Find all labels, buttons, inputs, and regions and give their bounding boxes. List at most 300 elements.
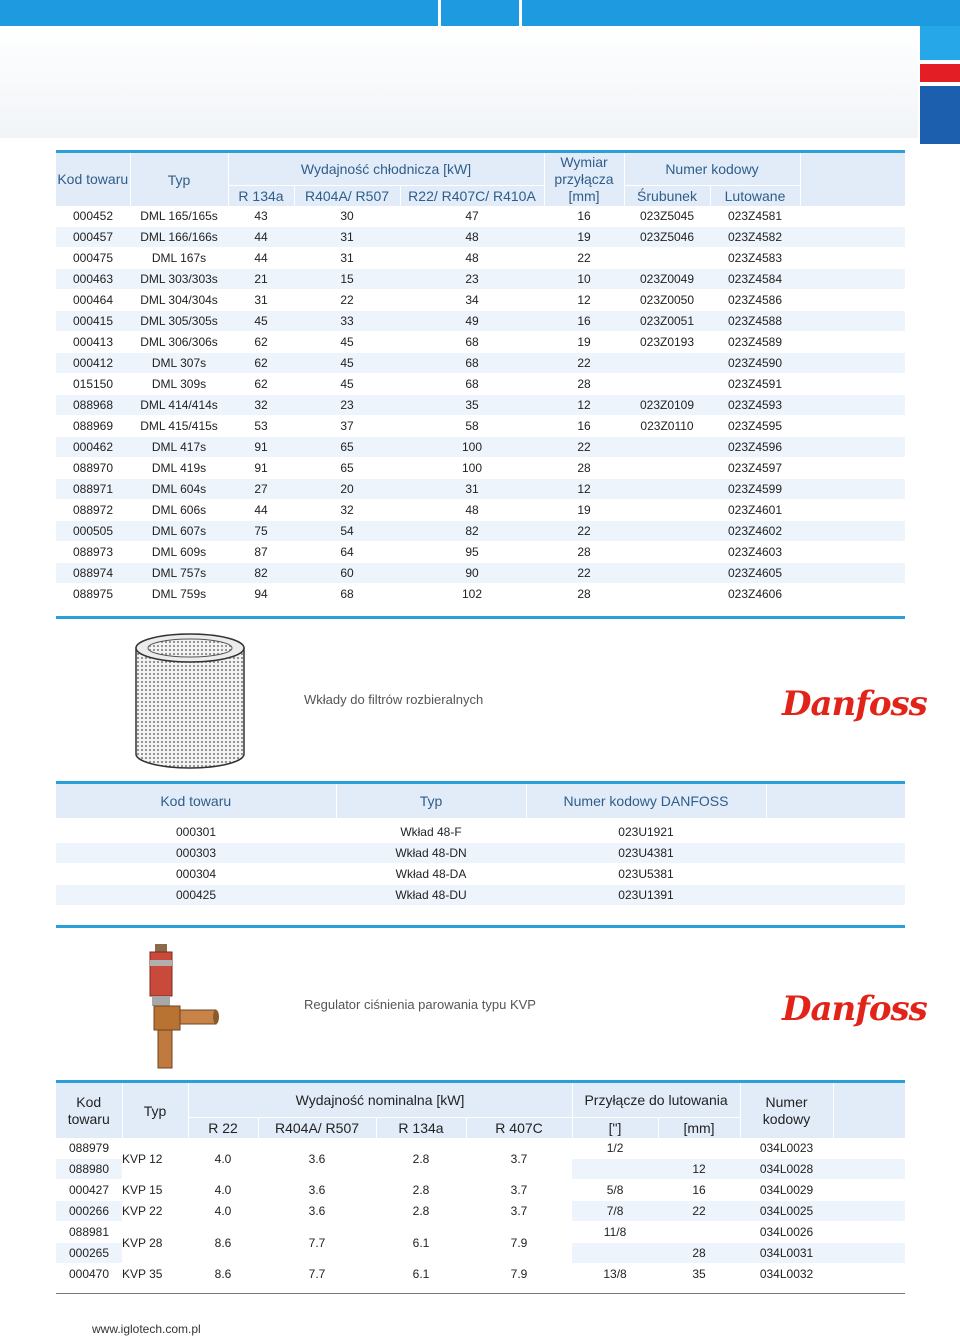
cell-r404a: 22 — [294, 290, 400, 311]
cell-wymiar: 28 — [544, 458, 624, 479]
t2-header-numer: Numer kodowy DANFOSS — [526, 784, 766, 818]
cell-wymiar: 10 — [544, 269, 624, 290]
cell-typ: DML 759s — [130, 584, 228, 605]
section3-top-rule — [56, 925, 905, 928]
cell-srubunek: 023Z5046 — [624, 227, 710, 248]
cell-srubunek — [624, 248, 710, 269]
cell-kod: 000464 — [56, 290, 130, 311]
cell-kod: 088972 — [56, 500, 130, 521]
t3-cell-r134a: 6.1 — [376, 1264, 466, 1285]
t2-cell-kod: 000303 — [56, 843, 336, 864]
table-row — [56, 374, 905, 395]
t3-cell-kod: 000470 — [56, 1264, 122, 1285]
cell-blank — [800, 416, 905, 437]
table-row — [56, 1201, 905, 1222]
cell-typ: DML 309s — [130, 374, 228, 395]
cell-wymiar: 16 — [544, 416, 624, 437]
header-numer: Numer kodowy — [624, 153, 800, 186]
cell-lutowane: 023Z4602 — [710, 521, 800, 542]
cell-r404a: 32 — [294, 500, 400, 521]
cell-lutowane: 023Z4605 — [710, 563, 800, 584]
cell-r404a: 30 — [294, 206, 400, 227]
cell-r22: 90 — [400, 563, 544, 584]
cell-typ: DML 419s — [130, 458, 228, 479]
t3-header-typ: Typ — [122, 1083, 188, 1138]
cell-r22: 35 — [400, 395, 544, 416]
cell-kod: 088974 — [56, 563, 130, 584]
table-row — [56, 269, 905, 290]
t3-header-wydajnosc: Wydajność nominalna [kW] — [188, 1083, 572, 1118]
cell-r134a: 44 — [228, 500, 294, 521]
cell-blank — [800, 206, 905, 227]
cell-r404a: 45 — [294, 353, 400, 374]
cell-srubunek: 023Z0110 — [624, 416, 710, 437]
cell-lutowane: 023Z4595 — [710, 416, 800, 437]
cell-srubunek — [624, 374, 710, 395]
t3-header-r134a: R 134a — [376, 1118, 466, 1139]
cell-r404a: 45 — [294, 332, 400, 353]
cell-r134a: 62 — [228, 353, 294, 374]
cell-blank — [800, 332, 905, 353]
t3-cell-cale: 5/8 — [572, 1180, 658, 1201]
cell-kod: 000415 — [56, 311, 130, 332]
t3-header-cale: ["] — [572, 1118, 658, 1139]
t3-cell-mm: 12 — [658, 1159, 740, 1180]
cell-r404a: 64 — [294, 542, 400, 563]
cell-wymiar: 19 — [544, 500, 624, 521]
cell-r134a: 31 — [228, 290, 294, 311]
cell-wymiar: 12 — [544, 479, 624, 500]
t3-header-r22: R 22 — [188, 1118, 258, 1139]
cell-kod: 088975 — [56, 584, 130, 605]
t3-cell-r404a: 3.6 — [258, 1138, 376, 1180]
table-row — [56, 353, 905, 374]
cell-kod: 088971 — [56, 479, 130, 500]
cell-srubunek: 023Z5045 — [624, 206, 710, 227]
table-row — [56, 864, 905, 885]
t3-cell-kod: 088980 — [56, 1159, 122, 1180]
cell-r404a: 37 — [294, 416, 400, 437]
t3-cell-numer: 034L0031 — [740, 1243, 833, 1264]
cell-blank — [800, 437, 905, 458]
cell-lutowane: 023Z4597 — [710, 458, 800, 479]
t3-cell-blank — [833, 1138, 905, 1159]
cell-blank — [800, 542, 905, 563]
cell-wymiar: 19 — [544, 227, 624, 248]
cell-srubunek — [624, 542, 710, 563]
cell-kod: 088973 — [56, 542, 130, 563]
t3-cell-typ: KVP 35 — [122, 1264, 188, 1285]
table-row — [56, 437, 905, 458]
t3-cell-blank — [833, 1264, 905, 1285]
t2-cell-numer: 023U1391 — [526, 885, 766, 906]
cell-r22: 68 — [400, 332, 544, 353]
t3-cell-numer: 034L0032 — [740, 1264, 833, 1285]
cell-r134a: 27 — [228, 479, 294, 500]
t3-cell-r134a: 6.1 — [376, 1222, 466, 1264]
t3-cell-mm: 28 — [658, 1243, 740, 1264]
table-row — [56, 416, 905, 437]
table-row — [56, 1264, 905, 1285]
cell-r134a: 21 — [228, 269, 294, 290]
cell-r134a: 45 — [228, 311, 294, 332]
t3-cell-r134a: 2.8 — [376, 1180, 466, 1201]
table-row — [56, 248, 905, 269]
cell-typ: DML 609s — [130, 542, 228, 563]
cell-typ: DML 414/414s — [130, 395, 228, 416]
cell-kod: 000452 — [56, 206, 130, 227]
cell-typ: DML 303/303s — [130, 269, 228, 290]
cell-kod: 000475 — [56, 248, 130, 269]
t3-cell-r407c: 3.7 — [466, 1201, 572, 1222]
t3-cell-cale: 1/2 — [572, 1138, 658, 1159]
cell-srubunek — [624, 500, 710, 521]
cell-r22: 49 — [400, 311, 544, 332]
table-row — [56, 479, 905, 500]
cell-srubunek — [624, 458, 710, 479]
cell-lutowane: 023Z4582 — [710, 227, 800, 248]
header-band — [0, 26, 918, 138]
cell-wymiar: 28 — [544, 374, 624, 395]
cell-typ: DML 165/165s — [130, 206, 228, 227]
cell-srubunek: 023Z0109 — [624, 395, 710, 416]
cell-r134a: 82 — [228, 563, 294, 584]
t3-cell-r407c: 7.9 — [466, 1264, 572, 1285]
t3-cell-typ: KVP 12 — [122, 1138, 188, 1180]
cell-r404a: 31 — [294, 227, 400, 248]
t3-cell-r404a: 7.7 — [258, 1222, 376, 1264]
cell-typ: DML 757s — [130, 563, 228, 584]
cell-r404a: 23 — [294, 395, 400, 416]
t2-header-typ: Typ — [336, 784, 526, 818]
cell-lutowane: 023Z4586 — [710, 290, 800, 311]
cell-r134a: 53 — [228, 416, 294, 437]
t3-header-r404a: R404A/ R507 — [258, 1118, 376, 1139]
table-row — [56, 1138, 905, 1159]
cell-blank — [800, 563, 905, 584]
filter-drier-table — [56, 153, 905, 605]
cell-srubunek — [624, 563, 710, 584]
t3-cell-kod: 088981 — [56, 1222, 122, 1243]
cell-blank — [800, 269, 905, 290]
cell-r404a: 54 — [294, 521, 400, 542]
cell-lutowane: 023Z4601 — [710, 500, 800, 521]
kvp-valve-image — [122, 940, 232, 1072]
cell-wymiar: 19 — [544, 332, 624, 353]
t3-cell-blank — [833, 1201, 905, 1222]
t2-cell-numer: 023U5381 — [526, 864, 766, 885]
cell-typ: DML 306/306s — [130, 332, 228, 353]
cell-blank — [800, 353, 905, 374]
cell-lutowane: 023Z4584 — [710, 269, 800, 290]
cell-wymiar: 12 — [544, 290, 624, 311]
kvp-regulator-table — [56, 1083, 905, 1285]
cell-r404a: 65 — [294, 458, 400, 479]
cell-r22: 48 — [400, 248, 544, 269]
t2-cell-kod: 000304 — [56, 864, 336, 885]
cell-lutowane: 023Z4590 — [710, 353, 800, 374]
cell-blank — [800, 311, 905, 332]
t3-cell-mm — [658, 1222, 740, 1243]
t2-cell-blank — [766, 885, 905, 906]
cell-srubunek — [624, 353, 710, 374]
t3-cell-cale: 7/8 — [572, 1201, 658, 1222]
t3-cell-r407c: 3.7 — [466, 1138, 572, 1180]
filter-core-image — [128, 628, 252, 774]
cell-kod: 088969 — [56, 416, 130, 437]
table-row — [56, 206, 905, 227]
cell-r404a: 65 — [294, 437, 400, 458]
footer-url[interactable]: www.iglotech.com.pl — [92, 1322, 201, 1336]
cell-r22: 31 — [400, 479, 544, 500]
t3-cell-mm: 22 — [658, 1201, 740, 1222]
t2-header-kod: Kod towaru — [56, 784, 336, 818]
cell-blank — [800, 500, 905, 521]
cell-kod: 000413 — [56, 332, 130, 353]
cell-kod: 088970 — [56, 458, 130, 479]
table-row — [56, 332, 905, 353]
header-blank — [800, 153, 905, 206]
t3-header-mm: [mm] — [658, 1118, 740, 1139]
t3-cell-numer: 034L0025 — [740, 1201, 833, 1222]
cell-lutowane: 023Z4588 — [710, 311, 800, 332]
cell-srubunek — [624, 521, 710, 542]
cell-typ: DML 304/304s — [130, 290, 228, 311]
cell-srubunek: 023Z0049 — [624, 269, 710, 290]
table-row — [56, 290, 905, 311]
cell-r134a: 75 — [228, 521, 294, 542]
cell-typ: DML 417s — [130, 437, 228, 458]
t3-header-przylacze: Przyłącze do lutowania — [572, 1083, 740, 1118]
t3-cell-blank — [833, 1222, 905, 1243]
cell-r134a: 44 — [228, 227, 294, 248]
t3-cell-blank — [833, 1159, 905, 1180]
t3-cell-r404a: 3.6 — [258, 1180, 376, 1201]
t3-cell-mm: 35 — [658, 1264, 740, 1285]
t3-cell-numer: 034L0029 — [740, 1180, 833, 1201]
cell-lutowane: 023Z4603 — [710, 542, 800, 563]
cell-r134a: 32 — [228, 395, 294, 416]
section3-caption: Regulator ciśnienia parowania typu KVP — [304, 997, 536, 1012]
cell-r22: 102 — [400, 584, 544, 605]
table-row — [56, 458, 905, 479]
table-row — [56, 521, 905, 542]
cell-r134a: 91 — [228, 458, 294, 479]
side-tab-navy — [920, 86, 960, 144]
cell-typ: DML 307s — [130, 353, 228, 374]
cell-typ: DML 167s — [130, 248, 228, 269]
cell-kod: 000463 — [56, 269, 130, 290]
t2-cell-typ: Wkład 48-F — [336, 822, 526, 843]
cell-lutowane: 023Z4591 — [710, 374, 800, 395]
cell-r22: 68 — [400, 353, 544, 374]
cell-r404a: 33 — [294, 311, 400, 332]
cell-blank — [800, 458, 905, 479]
cell-r404a: 60 — [294, 563, 400, 584]
t3-cell-mm — [658, 1138, 740, 1159]
cell-blank — [800, 521, 905, 542]
cell-blank — [800, 479, 905, 500]
cell-srubunek — [624, 479, 710, 500]
t3-cell-numer: 034L0026 — [740, 1222, 833, 1243]
table-row — [56, 885, 905, 906]
cell-r22: 58 — [400, 416, 544, 437]
table-row — [56, 311, 905, 332]
t2-cell-typ: Wkład 48-DU — [336, 885, 526, 906]
table-row — [56, 563, 905, 584]
t3-cell-cale — [572, 1243, 658, 1264]
cell-wymiar: 16 — [544, 311, 624, 332]
cell-r404a: 15 — [294, 269, 400, 290]
cell-typ: DML 166/166s — [130, 227, 228, 248]
t3-cell-cale — [572, 1159, 658, 1180]
cell-r134a: 62 — [228, 332, 294, 353]
cell-kod: 000457 — [56, 227, 130, 248]
t3-cell-r22: 4.0 — [188, 1180, 258, 1201]
cell-lutowane: 023Z4599 — [710, 479, 800, 500]
t3-cell-r22: 4.0 — [188, 1138, 258, 1180]
cell-r134a: 62 — [228, 374, 294, 395]
cell-blank — [800, 227, 905, 248]
table-row — [56, 1180, 905, 1201]
cell-r22: 82 — [400, 521, 544, 542]
t2-cell-kod: 000425 — [56, 885, 336, 906]
cell-r22: 34 — [400, 290, 544, 311]
t2-cell-numer: 023U4381 — [526, 843, 766, 864]
cell-lutowane: 023Z4596 — [710, 437, 800, 458]
cell-r22: 100 — [400, 458, 544, 479]
cell-typ: DML 415/415s — [130, 416, 228, 437]
table-row — [56, 822, 905, 843]
cell-r134a: 87 — [228, 542, 294, 563]
t3-cell-cale: 11/8 — [572, 1222, 658, 1243]
cell-lutowane: 023Z4606 — [710, 584, 800, 605]
t3-cell-typ: KVP 28 — [122, 1222, 188, 1264]
cell-r134a: 91 — [228, 437, 294, 458]
cell-r134a: 94 — [228, 584, 294, 605]
table-row — [56, 500, 905, 521]
top-bar-right — [522, 0, 960, 26]
table-row — [56, 843, 905, 864]
t3-cell-r407c: 7.9 — [466, 1222, 572, 1264]
cell-kod: 088968 — [56, 395, 130, 416]
t3-cell-cale: 13/8 — [572, 1264, 658, 1285]
cell-wymiar: 22 — [544, 563, 624, 584]
header-lutowane: Lutowane — [710, 186, 800, 207]
t3-cell-r22: 4.0 — [188, 1201, 258, 1222]
section3-bottom-rule — [56, 1293, 905, 1294]
t3-header-kod: Kod towaru — [56, 1083, 122, 1138]
t2-cell-kod: 000301 — [56, 822, 336, 843]
cell-wymiar: 22 — [544, 248, 624, 269]
cell-blank — [800, 584, 905, 605]
cell-kod: 000462 — [56, 437, 130, 458]
table-row — [56, 1222, 905, 1243]
table-row — [56, 395, 905, 416]
cell-wymiar: 28 — [544, 584, 624, 605]
cell-r22: 68 — [400, 374, 544, 395]
table-row — [56, 584, 905, 605]
t3-cell-r407c: 3.7 — [466, 1180, 572, 1201]
cell-srubunek — [624, 584, 710, 605]
header-wymiar: Wymiar przyłącza [mm] — [544, 153, 624, 206]
cell-typ: DML 305/305s — [130, 311, 228, 332]
danfoss-logo: Danfoss — [782, 684, 927, 724]
t3-cell-r22: 8.6 — [188, 1222, 258, 1264]
cell-wymiar: 16 — [544, 206, 624, 227]
t2-header-blank — [766, 784, 905, 818]
cell-blank — [800, 374, 905, 395]
t3-cell-mm: 16 — [658, 1180, 740, 1201]
t3-cell-r134a: 2.8 — [376, 1138, 466, 1180]
cell-r22: 23 — [400, 269, 544, 290]
filter-core-table — [56, 784, 905, 906]
cell-kod: 000412 — [56, 353, 130, 374]
side-tab-red — [920, 64, 960, 82]
header-typ: Typ — [130, 153, 228, 206]
t2-cell-numer: 023U1921 — [526, 822, 766, 843]
cell-blank — [800, 290, 905, 311]
t3-cell-typ: KVP 15 — [122, 1180, 188, 1201]
cell-srubunek: 023Z0050 — [624, 290, 710, 311]
cell-kod: 015150 — [56, 374, 130, 395]
t3-cell-r404a: 3.6 — [258, 1201, 376, 1222]
section2-top-rule — [56, 616, 905, 619]
cell-lutowane: 023Z4589 — [710, 332, 800, 353]
t3-cell-r22: 8.6 — [188, 1264, 258, 1285]
t3-cell-kod: 088979 — [56, 1138, 122, 1159]
cell-r22: 48 — [400, 227, 544, 248]
cell-typ: DML 606s — [130, 500, 228, 521]
cell-kod: 000505 — [56, 521, 130, 542]
cell-r404a: 31 — [294, 248, 400, 269]
t3-cell-kod: 000266 — [56, 1201, 122, 1222]
table-row — [56, 227, 905, 248]
t3-header-blank — [833, 1083, 905, 1138]
cell-r404a: 45 — [294, 374, 400, 395]
cell-wymiar: 22 — [544, 437, 624, 458]
table-row — [56, 542, 905, 563]
cell-r134a: 43 — [228, 206, 294, 227]
cell-r404a: 68 — [294, 584, 400, 605]
t3-cell-numer: 034L0023 — [740, 1138, 833, 1159]
cell-r22: 100 — [400, 437, 544, 458]
cell-lutowane: 023Z4583 — [710, 248, 800, 269]
header-r22: R22/ R407C/ R410A — [400, 186, 544, 207]
section2-caption: Wkłady do filtrów rozbieralnych — [304, 692, 484, 707]
t3-cell-typ: KVP 22 — [122, 1201, 188, 1222]
top-bar-mid — [441, 0, 519, 26]
header-r134a: R 134a — [228, 186, 294, 207]
t3-cell-numer: 034L0028 — [740, 1159, 833, 1180]
cell-wymiar: 28 — [544, 542, 624, 563]
top-bar-left — [0, 0, 438, 26]
cell-typ: DML 604s — [130, 479, 228, 500]
cell-lutowane: 023Z4581 — [710, 206, 800, 227]
cell-r134a: 44 — [228, 248, 294, 269]
cell-wymiar: 12 — [544, 395, 624, 416]
cell-srubunek — [624, 437, 710, 458]
cell-r22: 47 — [400, 206, 544, 227]
t2-cell-typ: Wkład 48-DN — [336, 843, 526, 864]
cell-blank — [800, 248, 905, 269]
cell-srubunek: 023Z0193 — [624, 332, 710, 353]
cell-wymiar: 22 — [544, 521, 624, 542]
cell-r404a: 20 — [294, 479, 400, 500]
t3-cell-blank — [833, 1180, 905, 1201]
header-wydajnosc: Wydajność chłodnicza [kW] — [228, 153, 544, 186]
t3-header-numer: Numer kodowy — [740, 1083, 833, 1138]
